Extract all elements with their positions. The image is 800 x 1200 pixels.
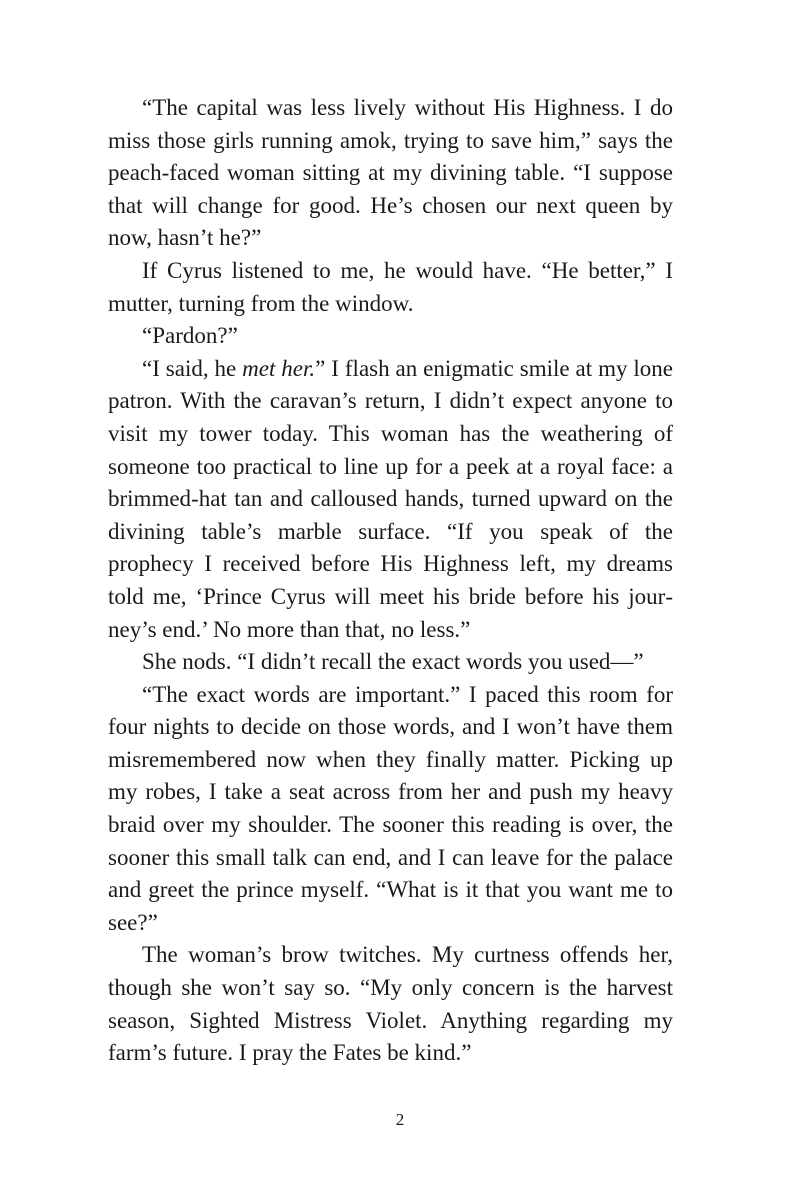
paragraph-4: [108, 353, 673, 646]
paragraph-1: “The capital was less lively without His Highness. I do miss those girls running amok, trying to save him,” says the peach-faced woman sitting at my divining table. “I suppose that will change for good. He’s chosen our next queen by now, hasn’t he?”: [108, 95, 673, 251]
page-number: 2: [395, 1110, 405, 1129]
paragraph-3: “Pardon?”: [142, 323, 238, 349]
paragraph-4-rest: ” I flash an enigmatic smile at my lone patron. With the caravan’s return, I didn’t expect anyone to visit my tower today. This woman has the weathering of someone too practical to line up for a peek at a royal face: a brimmed-hat tan and calloused hands, turned upward on the divining table’s marble surface. “If you speak of the prophecy I received before His Highness left, my dreams told me, ‘Prince Cyrus will meet his bride before his journey’s end.’ No more than that, no less.”: [108, 355, 673, 642]
paragraph-4-emphasis: met her.: [242, 355, 316, 381]
paragraph-6: “The exact words are important.” I paced this room for four nights to decide on those words, and I won’t have them misremembered now when they finally matter. Picking up my robes, I take a seat across from her and push my heavy braid over my shoulder. The sooner this reading is over, the sooner this small talk can end, and I can leave for the palace and greet the prince myself. “What is it that you want me to see?”: [108, 681, 673, 935]
paragraph-5: She nods. “I didn’t recall the exact words you used—”: [142, 649, 644, 675]
paragraph-7: The woman’s brow twitches. My curtness offends her, though she won’t say so. “My only concern is the harvest season, Sighted Mistress Violet. Anything regarding my farm’s future. I pray the Fates be kind.”: [108, 942, 673, 1066]
paragraph-2: If Cyrus listened to me, he would have. “He better,” I mutter, turning from the window.: [108, 257, 673, 316]
book-page-body: [108, 92, 673, 1070]
paragraph-4-lead: “I said, he: [142, 355, 243, 381]
